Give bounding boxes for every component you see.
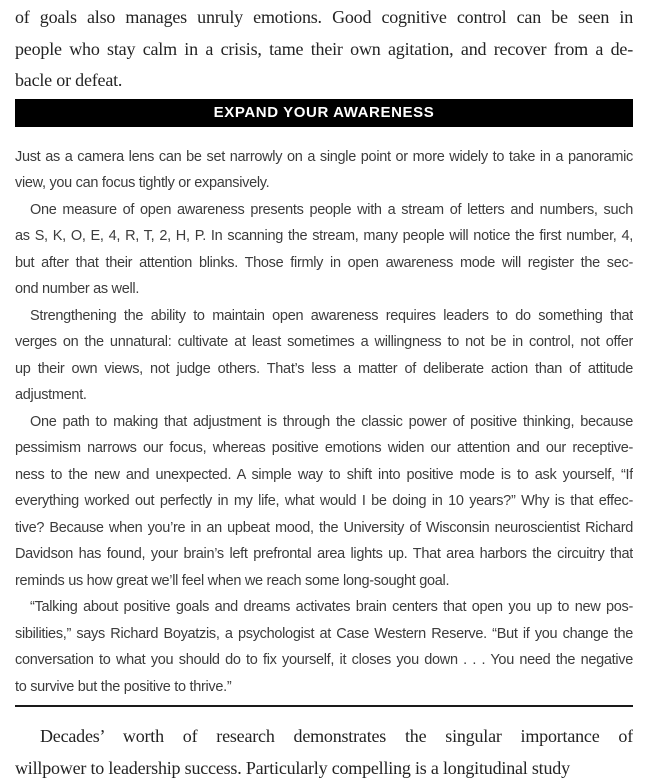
text-line: One path to making that adjustment is through the classic power of positive thinking, because bbox=[15, 409, 633, 436]
bottom-paragraph bbox=[15, 721, 633, 784]
text-line: One measure of open awareness presents people with a stream of letters and numbers, such bbox=[15, 197, 633, 224]
text-line: everything worked out perfectly in my life, what would I be doing in 10 years?” Why is that effec- bbox=[15, 488, 633, 515]
text-line: of goals also manages unruly emotions. Good cognitive control can be seen in bbox=[15, 2, 633, 34]
text-line: as S, K, O, E, 4, R, T, 2, H, P. In scanning the stream, many people will notice the first number, 4, bbox=[15, 223, 633, 250]
text-line: willpower to leadership success. Particularly compelling is a longitudinal study bbox=[15, 753, 633, 784]
text-line: ond number as well. bbox=[15, 276, 633, 303]
text-line: but after that their attention blinks. Those firmly in open awareness mode will register the sec- bbox=[15, 250, 633, 277]
text-line: Decades’ worth of research demonstrates the singular importance of bbox=[15, 721, 633, 753]
text-line: bacle or defeat. bbox=[15, 65, 633, 97]
section-divider-rule bbox=[15, 705, 633, 707]
section-heading-text: EXPAND YOUR AWARENESS bbox=[214, 104, 435, 121]
text-line: Davidson has found, your brain’s left prefrontal area lights up. That area harbors the circuitry that bbox=[15, 541, 633, 568]
text-line: pessimism narrows our focus, whereas positive emotions widen our attention and our receptive- bbox=[15, 435, 633, 462]
text-line: Just as a camera lens can be set narrowly on a single point or more widely to take in a panoramic bbox=[15, 144, 633, 171]
text-line: Strengthening the ability to maintain open awareness requires leaders to do something that bbox=[15, 303, 633, 330]
text-line: verges on the unnatural: cultivate at least sometimes a willingness to not be in control, not offer bbox=[15, 329, 633, 356]
text-line: up their own views, not judge others. That’s less a matter of deliberate action than of attitude bbox=[15, 356, 633, 383]
text-line: reminds us how great we’ll feel when we reach some long-sought goal. bbox=[15, 568, 633, 595]
top-paragraph bbox=[15, 0, 633, 97]
text-line: to survive but the positive to thrive.” bbox=[15, 674, 633, 701]
text-line: tive? Because when you’re in an upbeat mood, the University of Wisconsin neuroscientist Richard bbox=[15, 515, 633, 542]
text-line: sibilities,” says Richard Boyatzis, a psychologist at Case Western Reserve. “But if you change the bbox=[15, 621, 633, 648]
text-line: adjustment. bbox=[15, 382, 633, 409]
section-heading-banner bbox=[15, 99, 633, 127]
text-line: conversation to what you should do to fix yourself, it closes you down . . . You need the negative bbox=[15, 647, 633, 674]
text-line: people who stay calm in a crisis, tame their own agitation, and recover from a de- bbox=[15, 34, 633, 66]
text-line: “Talking about positive goals and dreams activates brain centers that open you up to new pos- bbox=[15, 594, 633, 621]
boxed-insert-text bbox=[15, 144, 633, 701]
text-line: ness to the new and unexpected. A simple way to shift into positive mode is to ask yourself, “If bbox=[15, 462, 633, 489]
text-line: view, you can focus tightly or expansively. bbox=[15, 170, 633, 197]
